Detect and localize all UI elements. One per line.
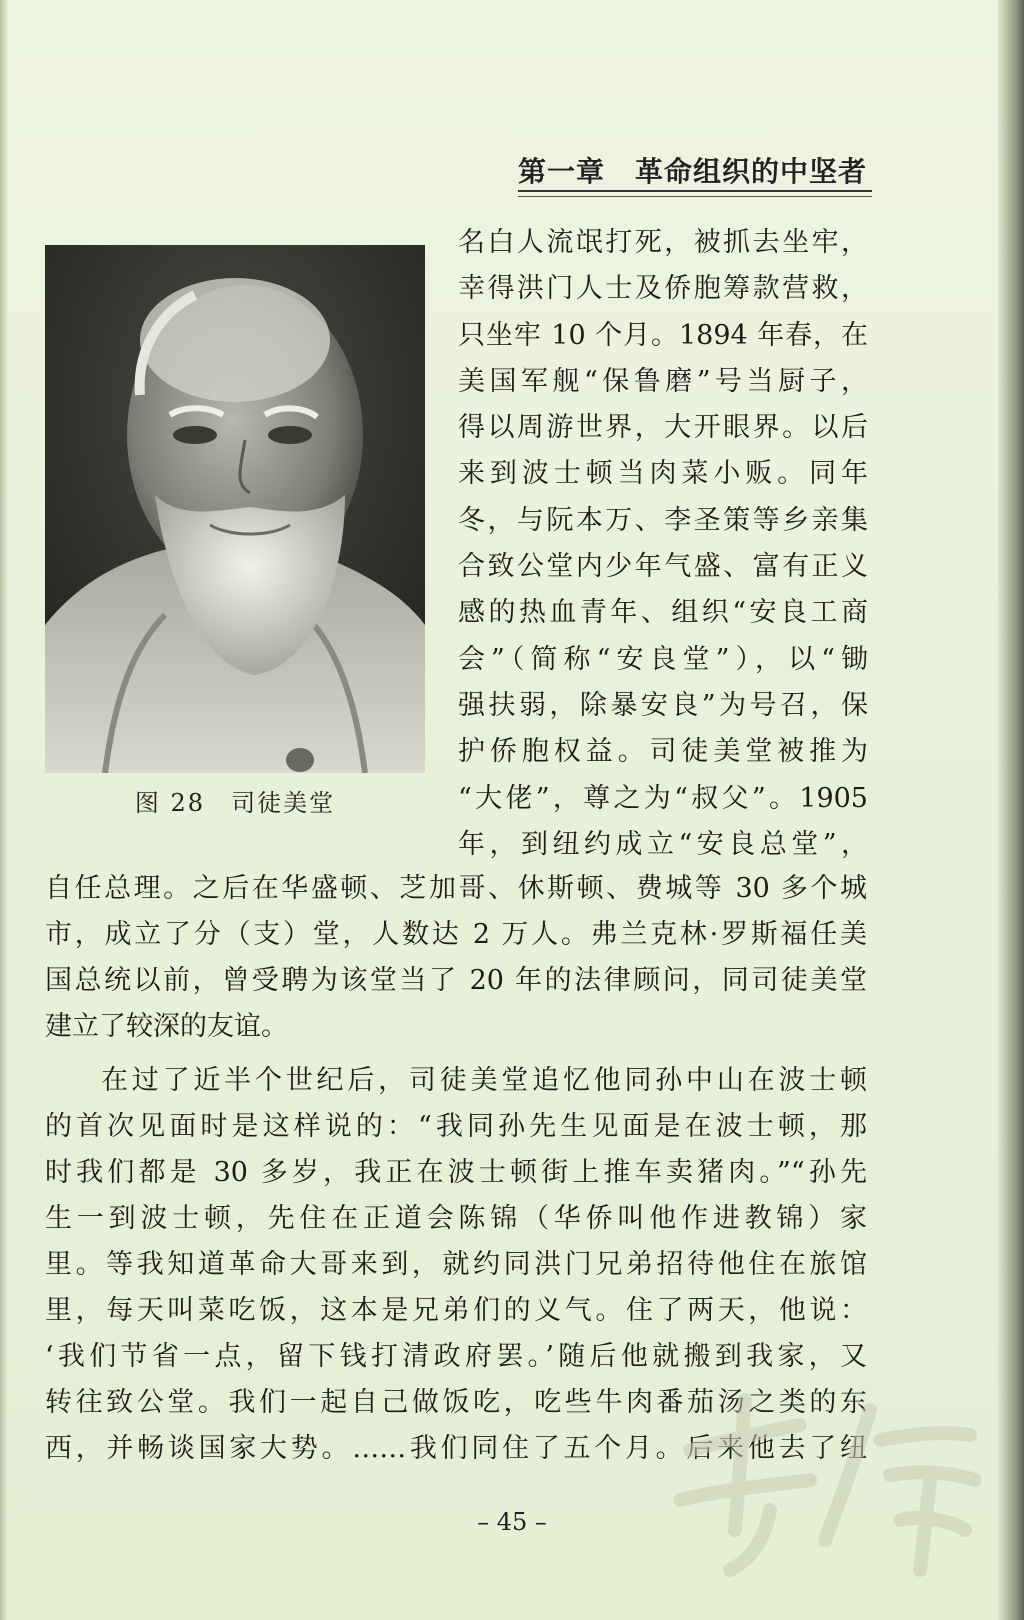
text-line: “大佬”，尊之为“叔父”。1905 [458,782,868,814]
text-line: 得以周游世界，大开眼界。以后 [458,412,868,444]
text-line: 生一到波士顿，先住在正道会陈锦（华侨叫他作进教锦）家 [45,1203,867,1234]
text-line: 美国军舰“保鲁磨”号当厨子， [458,365,868,397]
text-line: 感的热血青年、组织“安良工商 [458,597,868,629]
running-head-rule-thin [518,196,872,197]
portrait-photo [45,245,425,773]
text-line: 国总统以前，曾受聘为该堂当了 20 年的法律顾问，同司徒美堂 [45,965,867,996]
chapter-number: 第一章 [518,155,606,188]
text-line: 建立了较深的友谊。 [45,1011,288,1042]
text-line: 名白人流氓打死，被抓去坐牢， [458,227,868,258]
portrait-image [45,245,425,773]
text-line: 市，成立了分（支）堂，人数达 2 万人。弗兰克林·罗斯福任美 [45,919,867,950]
text-line: 会”（简称“安良堂”），以“锄 [458,643,868,675]
watermark-logo [650,1380,990,1580]
chapter-title: 革命组织的中坚者 [635,155,868,188]
text-line: 里，每天叫菜吃饭，这本是兄弟们的义气。住了两天，他说： [45,1295,867,1326]
page-left-edge [0,0,8,1620]
side-column-text [458,220,868,868]
figure-caption [45,783,425,818]
text-line: 合致公堂内少年气盛、富有正义 [458,551,868,583]
text-line: 西，并畅谈国家大势。……我们同住了五个月。后来他去了纽 [45,1433,867,1464]
page-number: – 45 – [477,1508,547,1536]
running-head [518,150,872,190]
text-line: 只坐牢 10 个月。1894 年春，在 [458,319,868,351]
text-line: 来到波士顿当肉菜小贩。同年 [458,458,868,490]
text-line: 强扶弱，除暴安良”为号召，保 [458,689,868,721]
text-line: 冬，与阮本万、李圣策等乡亲集 [458,504,868,536]
text-line: 时我们都是 30 多岁，我正在波士顿街上推车卖猪肉。”“孙先 [45,1157,867,1188]
text-line: 护侨胞权益。司徒美堂被推为 [458,736,868,768]
text-line: 里。等我知道革命大哥来到，就约同洪门兄弟招待他住在旅馆 [45,1249,867,1280]
page-right-edge [998,0,1024,1620]
text-line: 年，到纽约成立“安良总堂”， [458,828,868,860]
paragraph [45,866,867,1050]
running-head-rule [518,190,872,192]
text-line: 的首次见面时是这样说的：“我同孙先生见面是在波士顿，那 [45,1111,867,1142]
figure-label: 图 28 [134,789,206,817]
text-line: 自任总理。之后在华盛顿、芝加哥、休斯顿、费城等 30 多个城 [45,873,867,904]
figure-name: 司徒美堂 [231,789,336,817]
text-line: 幸得洪门人士及侨胞筹款营救， [458,273,868,305]
text-line: ‘我们节省一点，留下钱打清政府罢。’随后他就搬到我家，又 [45,1341,867,1372]
text-line: 在过了近半个世纪后，司徒美堂追忆他同孙中山在波士顿 [101,1065,867,1096]
text-line: 转往致公堂。我们一起自己做饭吃，吃些牛肉番茄汤之类的东 [45,1387,867,1418]
